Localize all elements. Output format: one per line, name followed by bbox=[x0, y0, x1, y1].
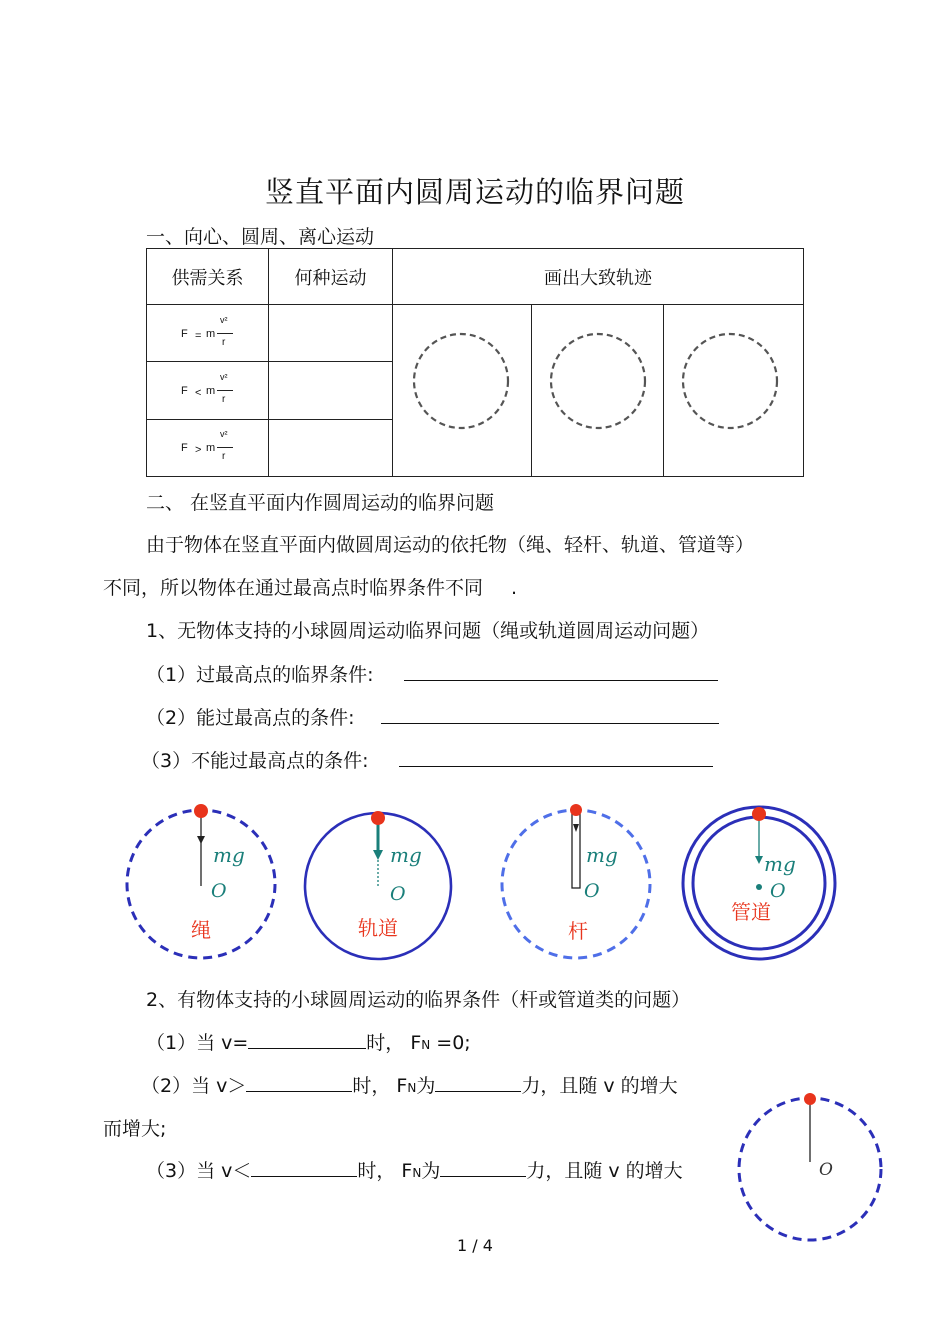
part1-q1: （1）过最高点的临界条件: bbox=[146, 660, 718, 687]
svg-text:绳: 绳 bbox=[191, 918, 211, 942]
svg-text:O: O bbox=[819, 1160, 833, 1180]
table-cell-motion-equal[interactable] bbox=[269, 305, 393, 362]
answer-blank-v-equal[interactable] bbox=[248, 1029, 366, 1049]
ball-icon bbox=[371, 811, 385, 825]
rope-figure bbox=[127, 804, 275, 958]
table-header-supply-demand: 供需关系 bbox=[147, 249, 269, 305]
section2-heading: 二、 在竖直平面内作圆周运动的临界问题 bbox=[146, 492, 495, 514]
intro-line-2: 不同，所以物体在通过最高点时临界条件不同 . bbox=[103, 577, 518, 599]
part1-q3: （3）不能过最高点的条件: bbox=[141, 746, 713, 773]
answer-blank-q1[interactable] bbox=[404, 661, 718, 681]
dashed-circle-3 bbox=[664, 305, 803, 476]
critical-case-figures bbox=[110, 798, 850, 968]
table-header-motion-type: 何种运动 bbox=[269, 249, 393, 305]
rod-figure bbox=[502, 804, 650, 958]
ball-icon bbox=[570, 804, 582, 816]
svg-text:轨道: 轨道 bbox=[358, 916, 398, 940]
svg-text:O: O bbox=[211, 880, 227, 902]
part1-heading: 1、无物体支持的小球圆周运动临界问题（绳或轨道圆周运动问题） bbox=[146, 620, 710, 642]
table-row-greater-formula: F > m v² r bbox=[147, 419, 269, 476]
answer-blank-q3[interactable] bbox=[399, 747, 713, 767]
trajectory-cell-3[interactable] bbox=[663, 305, 803, 477]
svg-text:mg: mg bbox=[213, 843, 245, 867]
svg-text:管道: 管道 bbox=[731, 900, 771, 924]
answer-blank-q2[interactable] bbox=[381, 704, 719, 724]
tube-figure bbox=[683, 807, 835, 959]
answer-blank-v-less[interactable] bbox=[251, 1157, 357, 1177]
page-number: 1 / 4 bbox=[457, 1236, 493, 1255]
table-row-equal-formula: F = m v² r bbox=[147, 305, 269, 362]
table-cell-motion-less[interactable] bbox=[269, 362, 393, 419]
part2-q3: （3）当 v＜ 时， FN为 力，且随 v 的增大 bbox=[146, 1156, 683, 1183]
svg-text:mg: mg bbox=[764, 852, 796, 876]
svg-text:O: O bbox=[390, 883, 406, 905]
svg-text:mg: mg bbox=[390, 843, 422, 867]
table-header-trajectory: 画出大致轨迹 bbox=[393, 249, 804, 305]
table-cell-motion-greater[interactable] bbox=[269, 419, 393, 476]
answer-blank-force-type-2[interactable] bbox=[435, 1072, 521, 1092]
part2-q2: （2）当 v＞ 时， FN为 力，且随 v 的增大 bbox=[141, 1071, 678, 1098]
answer-blank-v-greater[interactable] bbox=[246, 1072, 352, 1092]
part2-heading: 2、有物体支持的小球圆周运动的临界条件（杆或管道类的问题） bbox=[146, 989, 691, 1011]
svg-text:mg: mg bbox=[586, 843, 618, 867]
small-rod-figure bbox=[730, 1088, 890, 1248]
trajectory-cell-2[interactable] bbox=[532, 305, 663, 477]
ball-icon bbox=[804, 1093, 816, 1105]
dashed-circle-1 bbox=[393, 305, 531, 476]
ball-icon bbox=[194, 804, 208, 818]
svg-text:杆: 杆 bbox=[568, 919, 588, 943]
page-title: 竖直平面内圆周运动的临界问题 bbox=[264, 175, 685, 209]
svg-text:O: O bbox=[770, 880, 786, 902]
table-row-less-formula: F < m v² r bbox=[147, 362, 269, 419]
part2-q1: （1）当 v= 时， FN =0; bbox=[146, 1028, 471, 1055]
motion-table bbox=[146, 248, 804, 477]
trajectory-cell-1[interactable] bbox=[393, 305, 532, 477]
dashed-circle-2 bbox=[532, 305, 662, 476]
section1-heading: 一、向心、圆周、离心运动 bbox=[146, 226, 375, 248]
answer-blank-force-type-3[interactable] bbox=[440, 1157, 526, 1177]
track-figure bbox=[305, 811, 451, 959]
ball-icon bbox=[752, 807, 766, 821]
part1-q2: （2）能过最高点的条件: bbox=[146, 703, 719, 730]
svg-text:O: O bbox=[584, 880, 600, 902]
intro-line-1: 由于物体在竖直平面内做圆周运动的依托物（绳、轻杆、轨道、管道等） bbox=[146, 534, 755, 556]
part2-q2-continued: 而增大; bbox=[103, 1118, 167, 1140]
